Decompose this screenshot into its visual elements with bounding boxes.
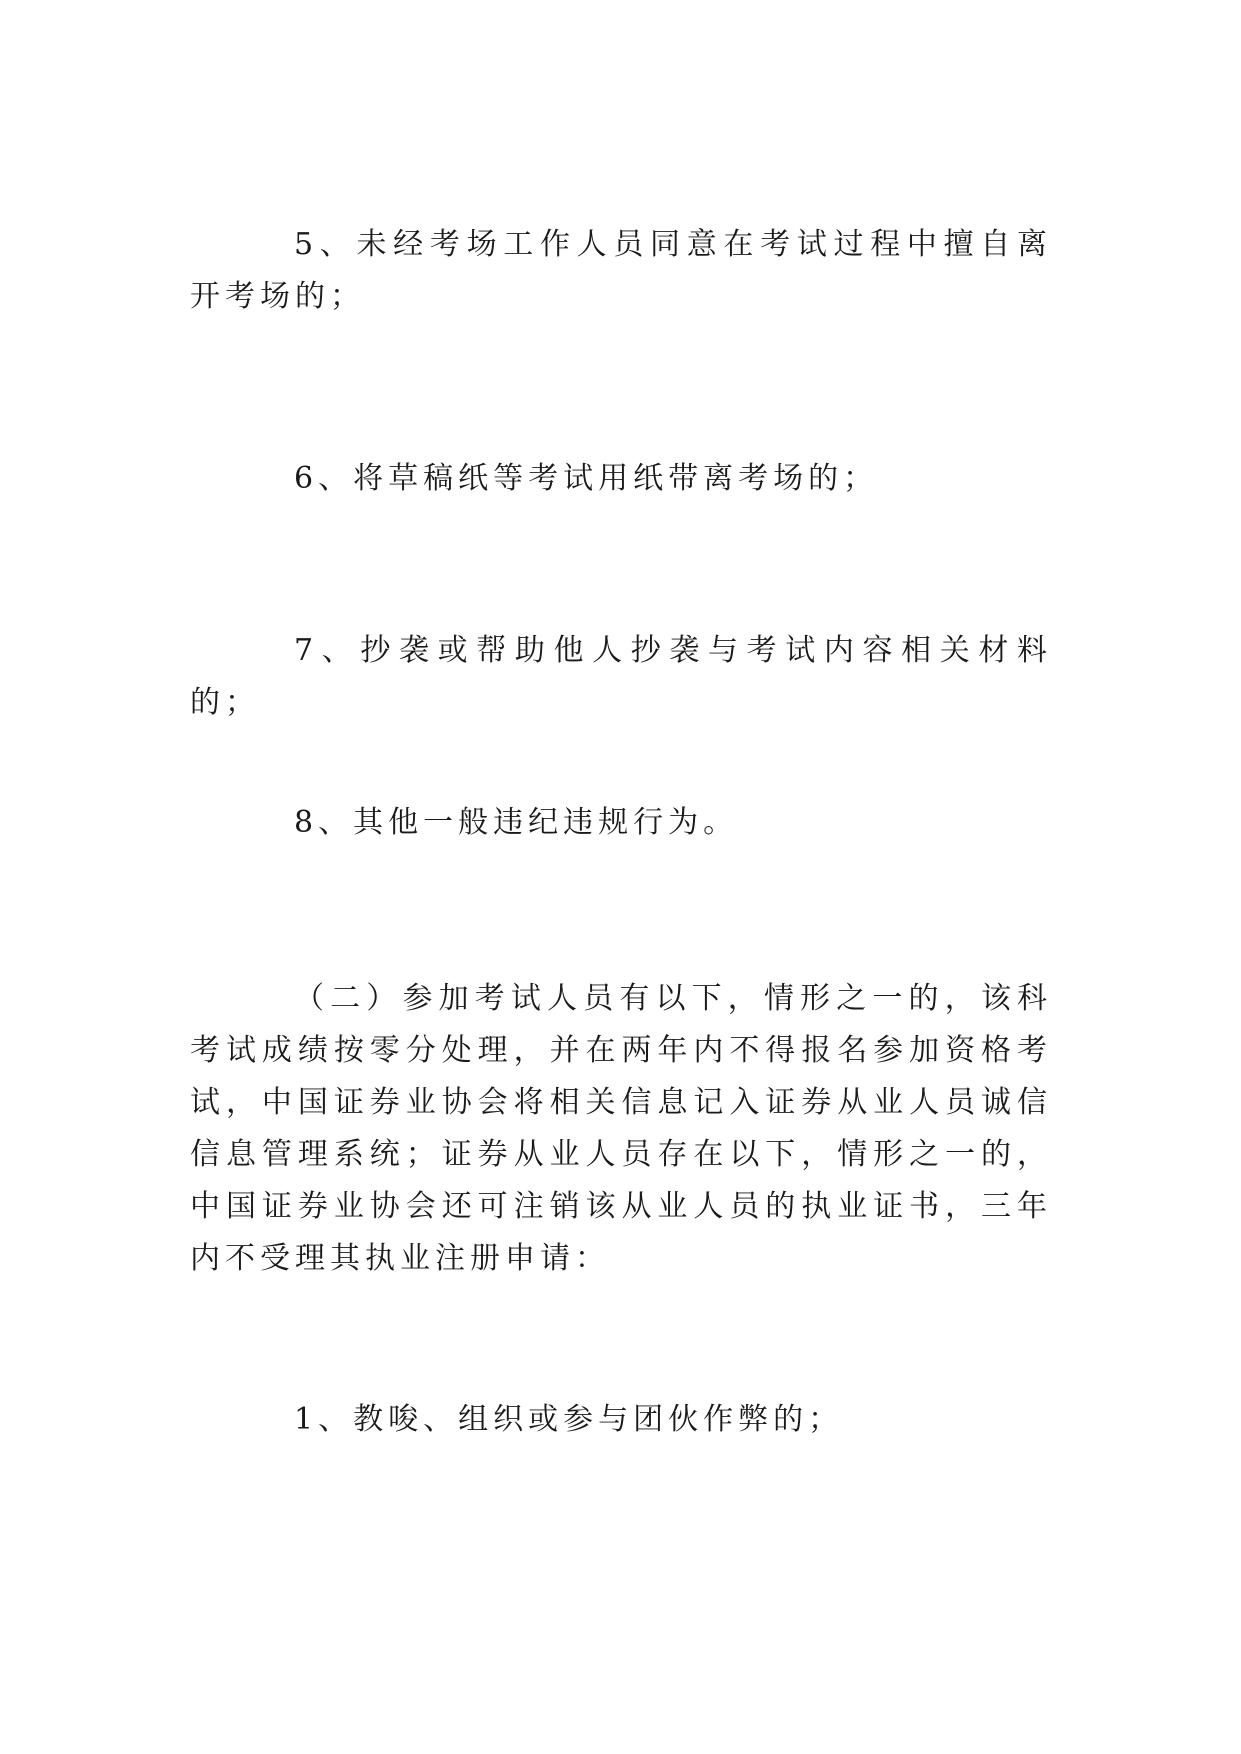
rule-item-6: 6、将草稿纸等考试用纸带离考场的； [294, 461, 879, 496]
rule-item-8: 8、其他一般违纪违规行为。 [294, 805, 739, 840]
section-two-paragraph: （二）参加考试人员有以下，情形之一的，该科考试成绩按零分处理，并在两年内不得报名参加资格考试，中国证券业协会将相关信息记入证券从业人员诚信信息管理系统；证券从业人员存在以下，情形之一的，中国证券业协会还可注销该从业人员的执业证书，三年内不受理其执业注册申请： [190, 981, 1052, 1276]
rule-item-1: 1、教唆、组织或参与团伙作弊的； [294, 1402, 844, 1437]
rule-item-5: 5、未经考场工作人员同意在考试过程中擅自离开考场的； [190, 227, 1052, 314]
rule-item-7: 7、抄袭或帮助他人抄袭与考试内容相关材料的； [190, 633, 1052, 720]
